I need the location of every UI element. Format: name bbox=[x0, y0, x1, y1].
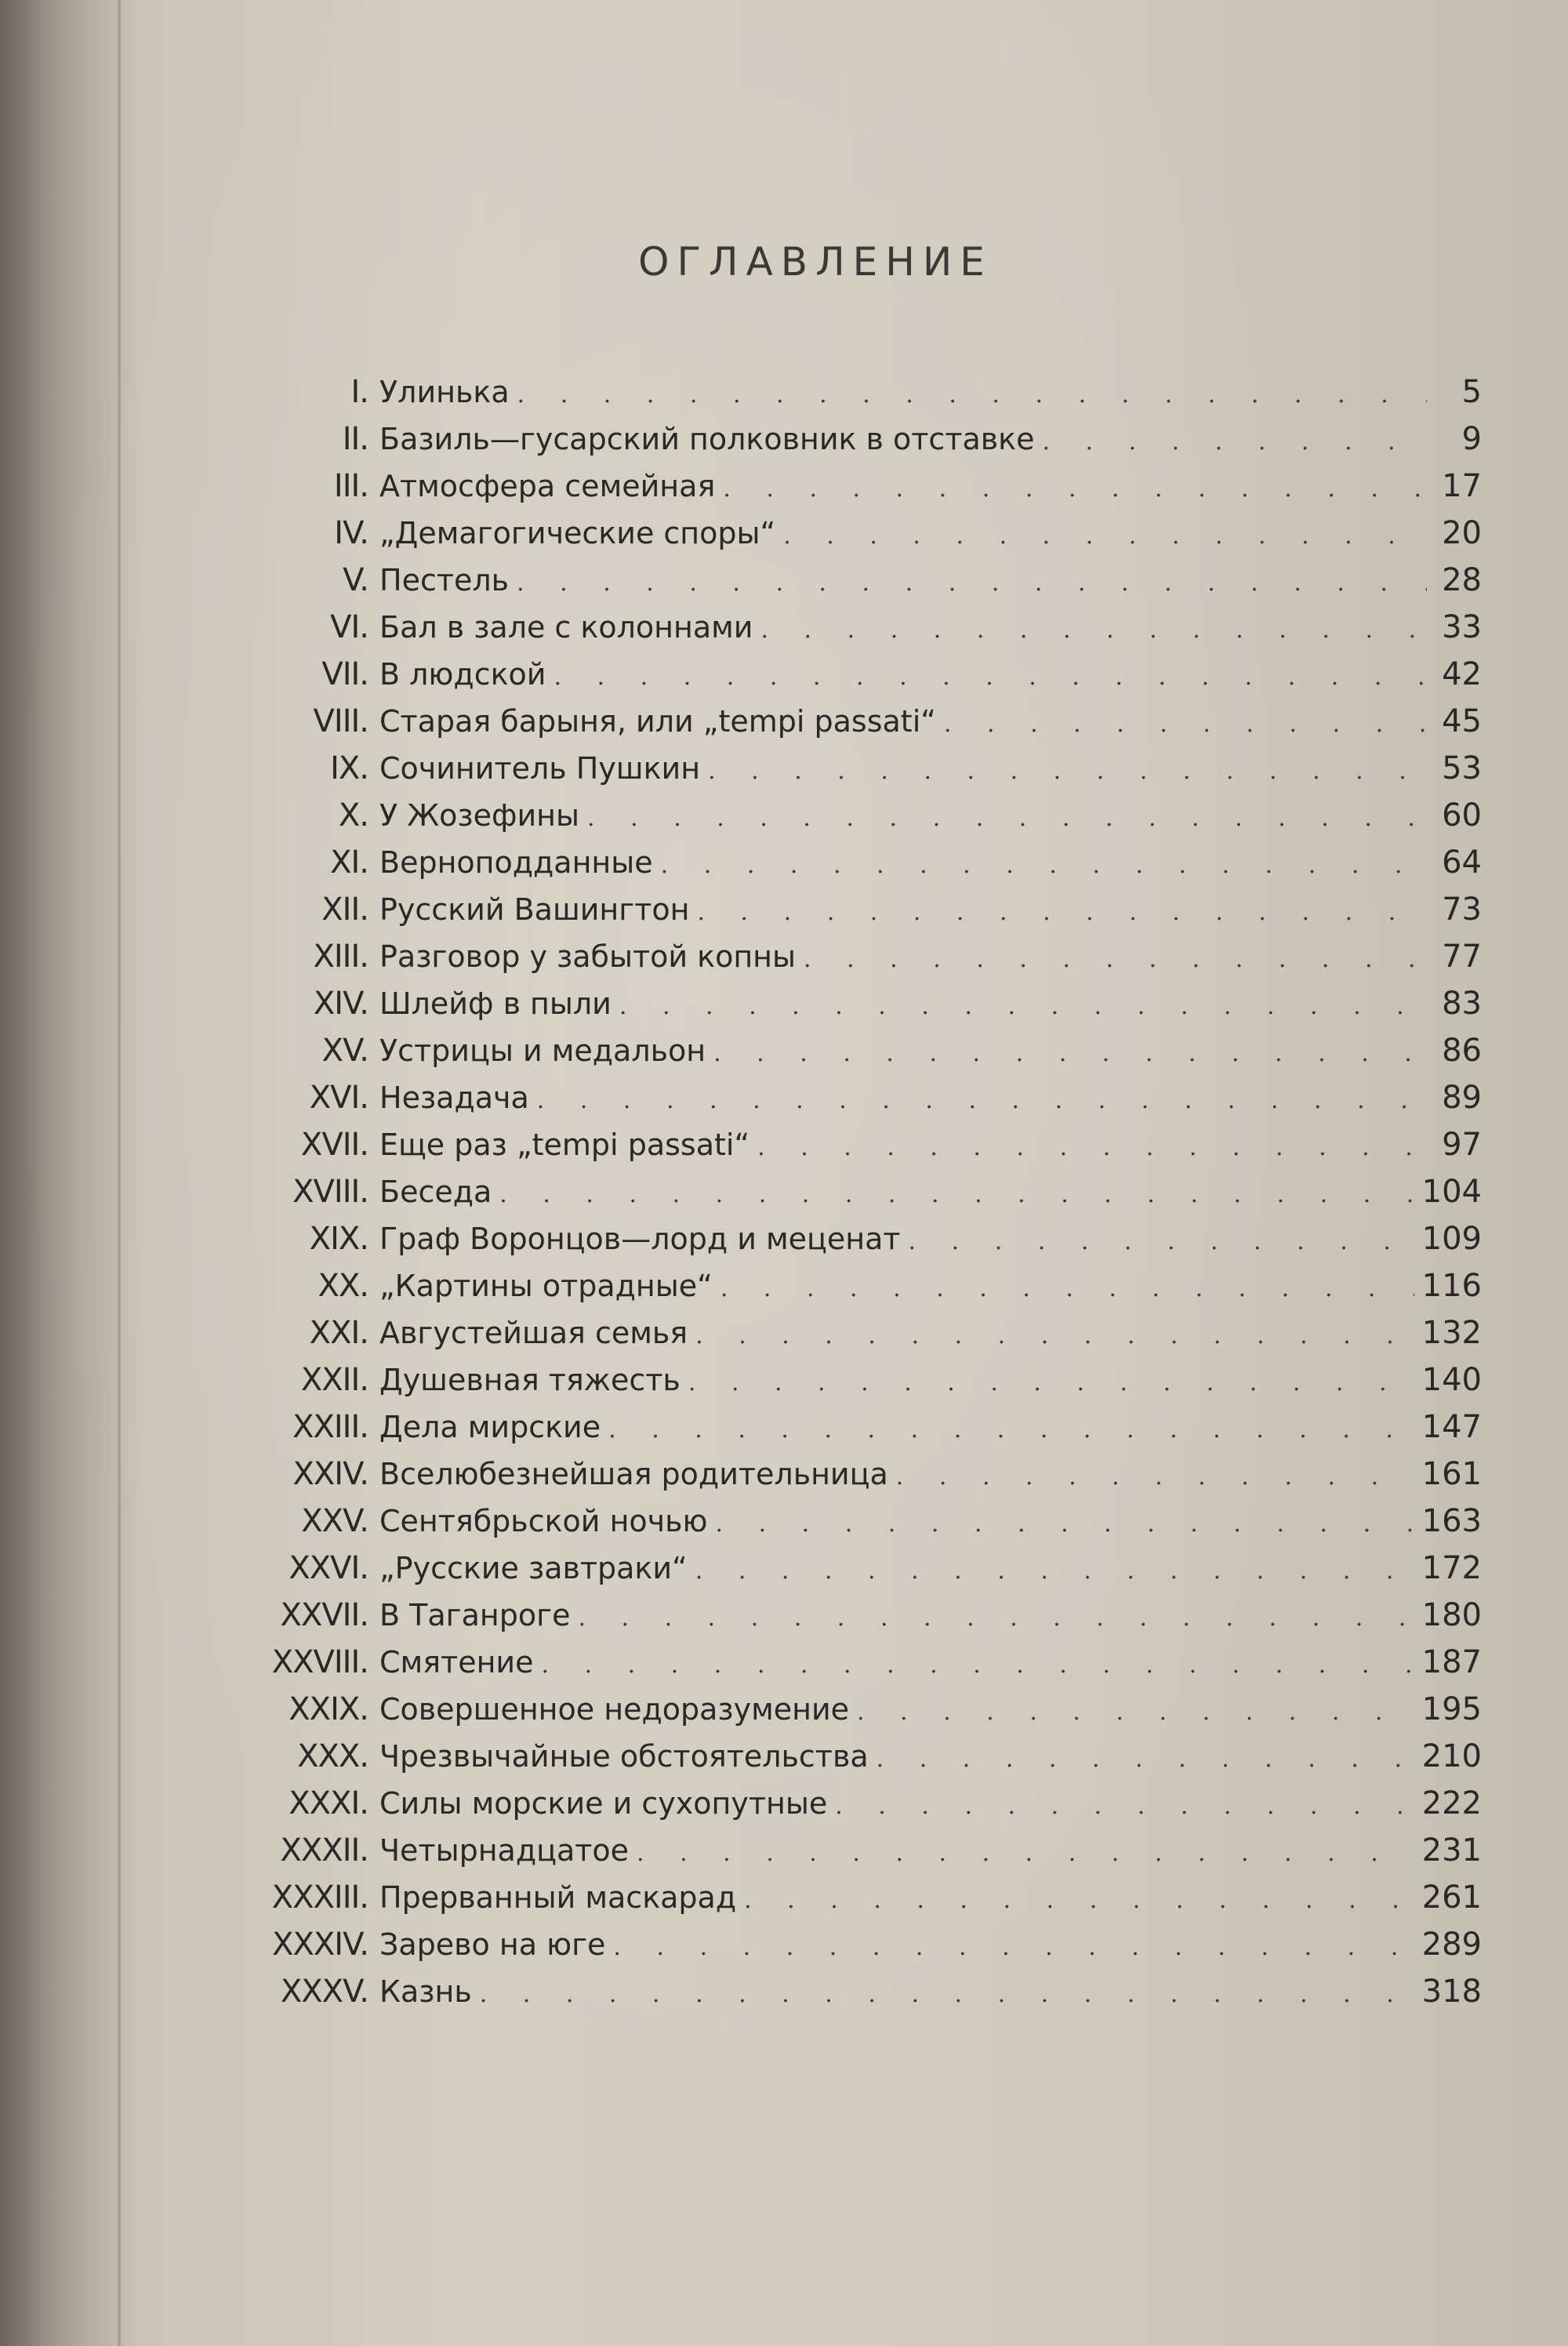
toc-entry bbox=[235, 1027, 1482, 1074]
dot-leader bbox=[760, 607, 1427, 654]
page-number: 77 bbox=[1442, 939, 1482, 975]
page-number: 172 bbox=[1421, 1550, 1482, 1586]
chapter-title: Верноподданные bbox=[379, 845, 653, 880]
dot-leader bbox=[757, 1124, 1427, 1171]
toc-entry bbox=[235, 1545, 1482, 1592]
chapter-number: XXII. bbox=[300, 1362, 368, 1398]
spine-shadow bbox=[0, 0, 149, 2346]
toc-entry bbox=[235, 557, 1482, 604]
chapter-title: Зарево на юге bbox=[379, 1927, 606, 1962]
chapter-title: Бал в зале с колоннами bbox=[379, 610, 753, 645]
page-number: 195 bbox=[1421, 1691, 1482, 1727]
toc-entry bbox=[235, 839, 1482, 886]
page-number: 45 bbox=[1442, 703, 1482, 739]
dot-leader bbox=[613, 1924, 1414, 1971]
toc-entry bbox=[235, 1498, 1482, 1545]
chapter-title: „Картины отрадные“ bbox=[379, 1269, 713, 1303]
chapter-number: XXIII. bbox=[292, 1409, 368, 1445]
dot-leader bbox=[835, 1783, 1414, 1830]
dot-leader bbox=[909, 1218, 1414, 1266]
page-number: 104 bbox=[1421, 1174, 1482, 1210]
page-number: 64 bbox=[1442, 844, 1482, 881]
page-number: 180 bbox=[1421, 1597, 1482, 1633]
chapter-title: Пестель bbox=[379, 563, 510, 597]
dot-leader bbox=[713, 1030, 1427, 1077]
toc-entry bbox=[235, 1074, 1482, 1121]
page-number: 9 bbox=[1461, 421, 1482, 457]
toc-entry bbox=[235, 1309, 1482, 1356]
chapter-number: XVII. bbox=[300, 1127, 368, 1163]
chapter-title: Совершенное недоразумение bbox=[379, 1692, 850, 1727]
dot-leader bbox=[944, 701, 1427, 748]
chapter-number: III. bbox=[333, 468, 368, 504]
chapter-number: XXV. bbox=[301, 1503, 368, 1539]
page-number: 53 bbox=[1442, 750, 1482, 786]
chapter-title: Прерванный маскарад bbox=[379, 1880, 737, 1915]
toc-entry bbox=[235, 1780, 1482, 1827]
chapter-title: Силы морские и сухопутные bbox=[379, 1786, 828, 1821]
chapter-number: XXI. bbox=[309, 1315, 368, 1351]
page-number: 17 bbox=[1442, 468, 1482, 504]
chapter-number: XIV. bbox=[313, 986, 368, 1022]
dot-leader bbox=[783, 513, 1427, 560]
dot-leader bbox=[554, 654, 1428, 701]
chapter-number: XII. bbox=[321, 892, 368, 928]
chapter-number: XXXIV. bbox=[272, 1927, 368, 1963]
chapter-title: У Жозефины bbox=[379, 798, 580, 833]
chapter-number: XXIX. bbox=[289, 1691, 368, 1727]
toc-entry bbox=[235, 369, 1482, 416]
toc-entry bbox=[235, 1968, 1482, 2015]
dot-leader bbox=[896, 1454, 1414, 1501]
dot-leader bbox=[480, 1971, 1414, 2018]
page-number: 289 bbox=[1421, 1927, 1482, 1963]
toc-entry bbox=[235, 1733, 1482, 1780]
chapter-title: Сентябрьской ночью bbox=[379, 1504, 708, 1538]
dot-leader bbox=[708, 748, 1427, 795]
dot-leader bbox=[637, 1830, 1414, 1877]
dot-leader bbox=[517, 372, 1427, 419]
dot-leader bbox=[744, 1877, 1414, 1924]
page-number: 261 bbox=[1421, 1879, 1482, 1916]
dot-leader bbox=[723, 466, 1427, 513]
page-number: 86 bbox=[1442, 1033, 1482, 1069]
toc-entry bbox=[235, 651, 1482, 698]
toc-entry bbox=[235, 980, 1482, 1027]
page-number: 132 bbox=[1421, 1315, 1482, 1351]
toc-entry bbox=[235, 1215, 1482, 1262]
page-number: 97 bbox=[1442, 1127, 1482, 1163]
dot-leader bbox=[1042, 419, 1427, 466]
toc-entry bbox=[235, 1262, 1482, 1309]
chapter-number: XV. bbox=[321, 1033, 368, 1069]
toc-entry bbox=[235, 1874, 1482, 1921]
chapter-number: IX. bbox=[330, 750, 368, 786]
chapter-number: XXX. bbox=[297, 1738, 368, 1774]
page-number: 147 bbox=[1421, 1409, 1482, 1445]
page-number: 222 bbox=[1421, 1785, 1482, 1821]
page-number: 163 bbox=[1421, 1503, 1482, 1539]
dot-leader bbox=[587, 795, 1427, 842]
toc-entry bbox=[235, 1686, 1482, 1733]
dot-leader bbox=[720, 1266, 1414, 1313]
chapter-number: XIX. bbox=[309, 1221, 368, 1257]
toc-entry bbox=[235, 1639, 1482, 1686]
toc-entry bbox=[235, 933, 1482, 980]
toc-entry bbox=[235, 416, 1482, 463]
dot-leader bbox=[697, 889, 1427, 936]
toc-entry bbox=[235, 1404, 1482, 1451]
chapter-number: XVI. bbox=[309, 1080, 368, 1116]
dot-leader bbox=[857, 1689, 1414, 1736]
chapter-number: XXVII. bbox=[280, 1597, 368, 1633]
page-title: ОГЛАВЛЕНИЕ bbox=[638, 239, 993, 285]
page-number: 42 bbox=[1442, 656, 1482, 692]
page-number: 318 bbox=[1421, 1974, 1482, 2010]
dot-leader bbox=[877, 1736, 1414, 1783]
dot-leader bbox=[499, 1171, 1414, 1218]
chapter-title: Вселюбезнейшая родительница bbox=[379, 1457, 888, 1491]
chapter-title: Душевная тяжесть bbox=[379, 1363, 681, 1397]
page-number: 28 bbox=[1442, 562, 1482, 598]
chapter-title: Русский Вашингтон bbox=[379, 892, 690, 927]
dot-leader bbox=[517, 560, 1427, 607]
chapter-title: Граф Воронцов—лорд и меценат bbox=[379, 1222, 901, 1256]
toc-entry bbox=[235, 1168, 1482, 1215]
chapter-title: Разговор у забытой копны bbox=[379, 939, 797, 974]
chapter-number: XXXI. bbox=[289, 1785, 368, 1821]
dot-leader bbox=[537, 1077, 1427, 1124]
chapter-title: Шлейф в пыли bbox=[379, 986, 612, 1021]
chapter-number: V. bbox=[343, 562, 368, 598]
dot-leader bbox=[716, 1501, 1414, 1548]
chapter-title: Дела мирские bbox=[379, 1410, 601, 1444]
chapter-number: XXVIII. bbox=[271, 1644, 368, 1680]
page-number: 140 bbox=[1421, 1362, 1482, 1398]
chapter-number: XXIV. bbox=[292, 1456, 368, 1492]
table-of-contents bbox=[235, 369, 1482, 2015]
dot-leader bbox=[661, 842, 1427, 889]
chapter-title: Атмосфера семейная bbox=[379, 469, 716, 503]
chapter-title: Казнь bbox=[379, 1974, 472, 2009]
chapter-title: Устрицы и медальон bbox=[379, 1033, 706, 1068]
chapter-title: Еще раз „tempi passati“ bbox=[379, 1128, 750, 1162]
chapter-number: XVIII. bbox=[292, 1174, 368, 1210]
page-number: 89 bbox=[1442, 1080, 1482, 1116]
page-number: 33 bbox=[1442, 609, 1482, 645]
chapter-title: Чрезвычайные обстоятельства bbox=[379, 1739, 869, 1774]
toc-entry bbox=[235, 745, 1482, 792]
page-number: 109 bbox=[1421, 1221, 1482, 1257]
toc-entry bbox=[235, 510, 1482, 557]
chapter-title: Улинька bbox=[379, 375, 510, 409]
chapter-number: VIII. bbox=[313, 703, 368, 739]
dot-leader bbox=[542, 1642, 1414, 1689]
chapter-title: В Таганроге bbox=[379, 1598, 571, 1632]
page-number: 161 bbox=[1421, 1456, 1482, 1492]
toc-entry bbox=[235, 1121, 1482, 1168]
chapter-title: Августейшая семья bbox=[379, 1316, 688, 1350]
dot-leader bbox=[695, 1313, 1414, 1360]
page-number: 60 bbox=[1442, 797, 1482, 833]
chapter-title: Базиль—гусарский полковник в отставке bbox=[379, 422, 1035, 456]
chapter-title: „Демагогические споры“ bbox=[379, 516, 776, 550]
chapter-number: XIII. bbox=[313, 939, 368, 975]
dot-leader bbox=[608, 1407, 1414, 1454]
dot-leader bbox=[688, 1360, 1414, 1407]
chapter-number: IV. bbox=[334, 515, 368, 551]
chapter-number: X. bbox=[338, 797, 368, 833]
toc-entry bbox=[235, 604, 1482, 651]
toc-entry bbox=[235, 1592, 1482, 1639]
chapter-number: XXVI. bbox=[289, 1550, 368, 1586]
page-number: 83 bbox=[1442, 986, 1482, 1022]
toc-entry bbox=[235, 1921, 1482, 1968]
page-number: 20 bbox=[1442, 515, 1482, 551]
chapter-number: XI. bbox=[330, 844, 368, 881]
page-number: 210 bbox=[1421, 1738, 1482, 1774]
chapter-number: XXXIII. bbox=[271, 1879, 368, 1916]
chapter-title: Старая барыня, или „tempi passati“ bbox=[379, 704, 936, 739]
chapter-number: XXXII. bbox=[280, 1832, 368, 1868]
chapter-title: Четырнадцатое bbox=[379, 1833, 630, 1868]
toc-entry bbox=[235, 1356, 1482, 1404]
chapter-number: VII. bbox=[321, 656, 368, 692]
chapter-title: Сочинитель Пушкин bbox=[379, 751, 701, 786]
page-number: 116 bbox=[1421, 1268, 1482, 1304]
page-number: 187 bbox=[1421, 1644, 1482, 1680]
page-number: 5 bbox=[1461, 374, 1482, 410]
toc-entry bbox=[235, 886, 1482, 933]
dot-leader bbox=[619, 983, 1427, 1030]
chapter-number: VI. bbox=[330, 609, 368, 645]
toc-entry bbox=[235, 1827, 1482, 1874]
toc-entry bbox=[235, 463, 1482, 510]
chapter-number: XX. bbox=[318, 1268, 368, 1304]
chapter-number: II. bbox=[342, 421, 368, 457]
chapter-title: Беседа bbox=[379, 1175, 492, 1209]
dot-leader bbox=[578, 1595, 1414, 1642]
dot-leader bbox=[695, 1548, 1414, 1595]
page-number: 231 bbox=[1421, 1832, 1482, 1868]
spine-fold bbox=[118, 0, 121, 2346]
toc-entry bbox=[235, 792, 1482, 839]
page-number: 73 bbox=[1442, 892, 1482, 928]
chapter-title: Смятение bbox=[379, 1645, 534, 1680]
chapter-number: I. bbox=[350, 374, 368, 410]
chapter-title: Незадача bbox=[379, 1080, 529, 1115]
dot-leader bbox=[804, 936, 1427, 983]
chapter-number: XXXV. bbox=[280, 1974, 368, 2010]
chapter-title: В людской bbox=[379, 657, 546, 692]
chapter-title: „Русские завтраки“ bbox=[379, 1551, 688, 1585]
toc-entry bbox=[235, 1451, 1482, 1498]
toc-entry bbox=[235, 698, 1482, 745]
